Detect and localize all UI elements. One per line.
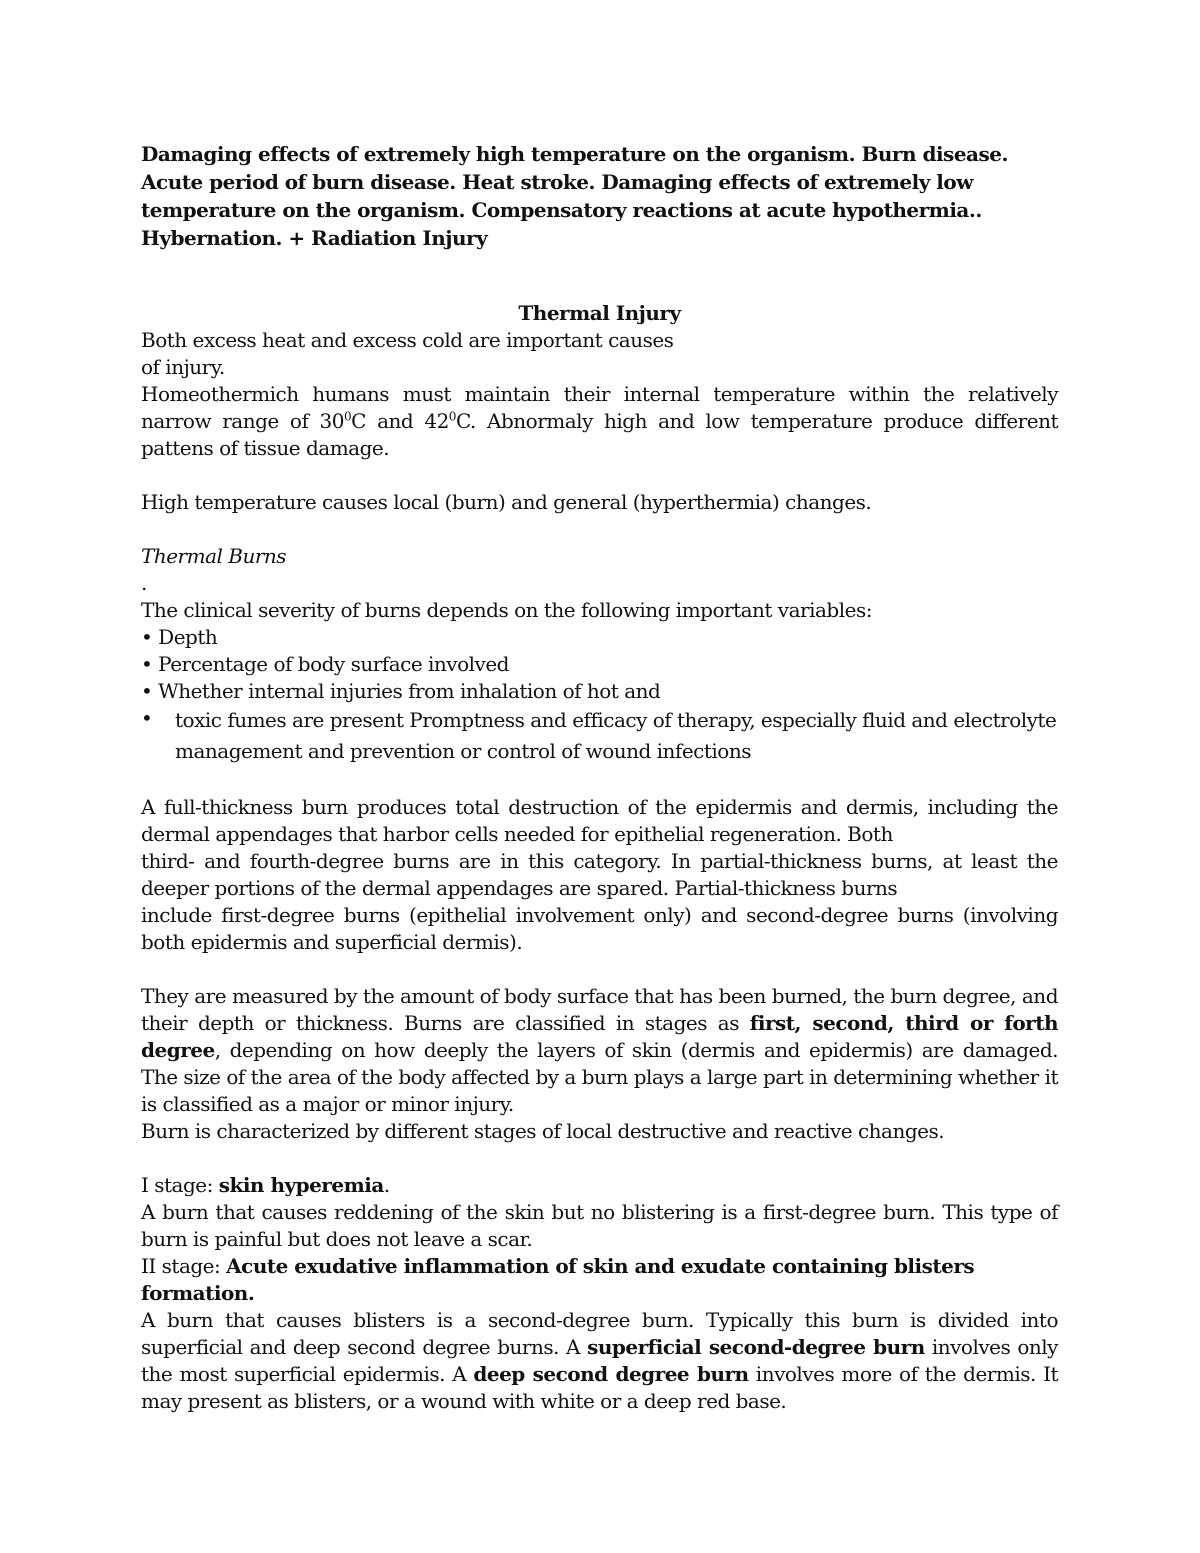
- bullet-inhalation: • Whether internal injuries from inhalation of hot and: [141, 679, 661, 703]
- stray-dot: .: [141, 571, 147, 595]
- stage-2-text-1: A burn that causes blisters is a second-degree burn. Typically this burn is divided into superficial and deep second degree burns. A: [141, 1308, 1058, 1359]
- superscript-degree-1: 0: [343, 409, 352, 424]
- stage-2-text-2: involves only the most superficial epidermis. A: [141, 1335, 1058, 1386]
- document-title: Damaging effects of extremely high temperature on the organism. Burn disease. Acute period of burn disease. Heat stroke. Damaging effects of extremely low temperature on the organism. Compensatory reactions at acute hypothermia.. Hybernation. + Radiation Injury: [141, 142, 1008, 250]
- stage-2-title: Acute exudative inflammation of skin and exudate containing blisters formation.: [141, 1254, 975, 1305]
- full-thickness-paragraph-1: A full-thickness burn produces total destruction of the epidermis and dermis, including the dermal appendages that harbor cells needed for epithelial regeneration. Both: [141, 795, 1058, 846]
- superscript-degree-2: 0: [448, 409, 456, 424]
- homeothermic-text-c: C. Abnormaly high and low temperature produce different pattens of tissue damage.: [141, 409, 1058, 460]
- homeothermic-text-a: Homeothermich humans must maintain their internal temperature within the relatively narrow range of 30: [141, 382, 1058, 433]
- deep-second-degree-bold: deep second degree burn: [473, 1362, 749, 1386]
- stage-2-heading: [141, 1253, 1058, 1307]
- high-temperature-paragraph: High temperature causes local (burn) and general (hyperthermia) changes.: [141, 490, 872, 514]
- stage-2-label: II stage:: [141, 1254, 227, 1278]
- measured-text-b: , depending on how deeply the layers of skin (dermis and epidermis) are damaged. The size of the area of the body affected by a burn plays a large part in determining whether it is classified as a major or minor injury.: [141, 1038, 1058, 1116]
- intro-line-1: Both excess heat and excess cold are important causes: [141, 328, 674, 352]
- degree-list-bold: first, second, third or forth degree: [141, 1011, 1059, 1062]
- bullet-toxic-fumes-text: toxic fumes are present Promptness and efficacy of therapy, especially fluid and electrolyte management and prevention or control of wound infections: [175, 708, 1057, 763]
- stage-1-period: .: [383, 1173, 390, 1197]
- full-thickness-paragraph-3: include first-degree burns (epithelial involvement only) and second-degree burns (involving both epidermis and superficial dermis).: [141, 903, 1058, 954]
- measured-text-a: They are measured by the amount of body surface that has been burned, the burn degree, and their depth or thickness. Burns are classified in stages as: [141, 984, 1058, 1035]
- stage-2-text-3: involves more of the dermis. It may present as blisters, or a wound with white or a deep red base.: [141, 1362, 1059, 1413]
- bullet-toxic-fumes: [141, 705, 1058, 767]
- document-page: [141, 140, 1058, 1415]
- section-heading-thermal-injury: Thermal Injury: [518, 301, 681, 325]
- superficial-second-degree-bold: superficial second-degree burn: [587, 1335, 925, 1359]
- intro-line-2: of injury.: [141, 355, 225, 379]
- measured-paragraph: [141, 983, 1058, 1118]
- bullet-depth: • Depth: [141, 625, 218, 649]
- stage-2-description: [141, 1307, 1058, 1415]
- stage-1-description: A burn that causes reddening of the skin but no blistering is a first-degree burn. This type of burn is painful but does not leave a scar.: [141, 1200, 1058, 1251]
- full-thickness-paragraph-2: third- and fourth-degree burns are in this category. In partial-thickness burns, at least the deeper portions of the dermal appendages are spared. Partial-thickness burns: [141, 849, 1058, 900]
- thermal-burns-heading: Thermal Burns: [141, 544, 287, 568]
- stages-intro: Burn is characterized by different stages of local destructive and reactive changes.: [141, 1119, 945, 1143]
- severity-lead: The clinical severity of burns depends on the following important variables:: [141, 598, 872, 622]
- bullet-symbol: •: [141, 706, 153, 730]
- homeothermic-paragraph: [141, 381, 1058, 462]
- homeothermic-text-b: C and 42: [351, 409, 449, 433]
- stage-1-label: I stage:: [141, 1173, 219, 1197]
- bullet-surface: • Percentage of body surface involved: [141, 652, 509, 676]
- stage-1-heading: [141, 1172, 1058, 1199]
- stage-1-title: skin hyperemia: [218, 1173, 384, 1197]
